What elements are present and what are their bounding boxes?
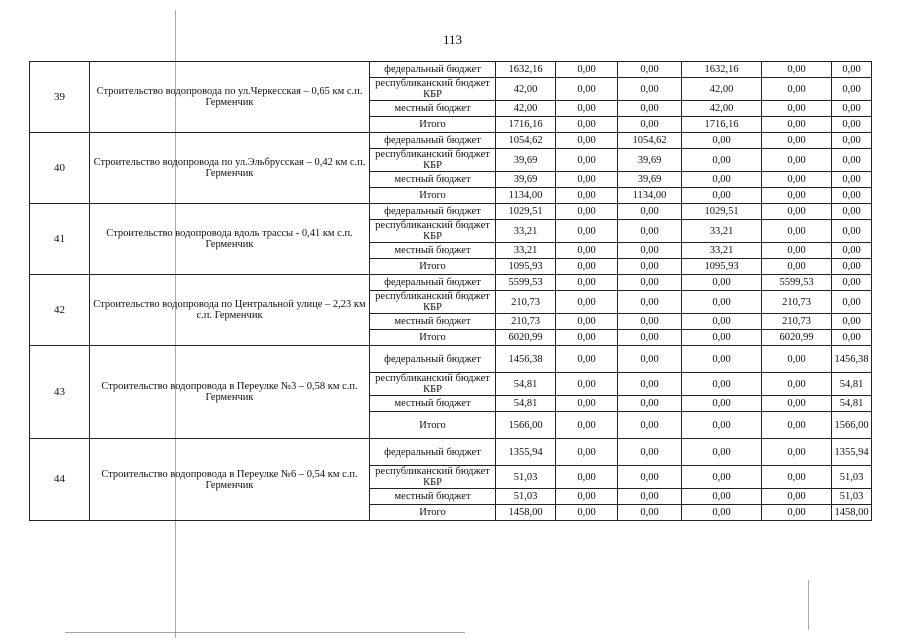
year-value: 0,00 xyxy=(762,220,832,243)
year-value: 0,00 xyxy=(762,78,832,101)
funding-source: федеральный бюджет xyxy=(370,275,496,291)
year-value: 0,00 xyxy=(618,489,682,505)
total-value: 42,00 xyxy=(496,101,556,117)
year-value: 51,03 xyxy=(832,489,872,505)
year-value: 1716,16 xyxy=(682,117,762,133)
funding-source: местный бюджет xyxy=(370,314,496,330)
year-value: 0,00 xyxy=(618,314,682,330)
year-value: 0,00 xyxy=(832,117,872,133)
year-value: 0,00 xyxy=(618,78,682,101)
year-value: 0,00 xyxy=(762,188,832,204)
year-value: 0,00 xyxy=(618,243,682,259)
year-value: 0,00 xyxy=(682,172,762,188)
year-value: 0,00 xyxy=(556,149,618,172)
project-name: Строительство водопровода в Переулке №6 – 0,54 км с.п. Герменчик xyxy=(90,439,370,521)
year-value: 0,00 xyxy=(832,188,872,204)
project-number: 39 xyxy=(30,62,90,133)
year-value: 210,73 xyxy=(762,291,832,314)
year-value: 0,00 xyxy=(618,62,682,78)
table-row xyxy=(30,275,872,291)
table-body xyxy=(30,62,872,521)
total-value: 1095,93 xyxy=(496,259,556,275)
table-row xyxy=(30,439,872,466)
year-value: 0,00 xyxy=(682,505,762,521)
project-name: Строительство водопровода в Переулке №3 – 0,58 км с.п. Герменчик xyxy=(90,346,370,439)
year-value: 5599,53 xyxy=(762,275,832,291)
table-row xyxy=(30,204,872,220)
year-value: 0,00 xyxy=(832,172,872,188)
total-value: 1456,38 xyxy=(496,346,556,373)
year-value: 0,00 xyxy=(832,204,872,220)
year-value: 39,69 xyxy=(618,172,682,188)
scan-line-bottom xyxy=(65,632,465,633)
year-value: 0,00 xyxy=(556,412,618,439)
total-value: 54,81 xyxy=(496,396,556,412)
funding-source: республиканский бюджет КБР xyxy=(370,220,496,243)
year-value: 33,21 xyxy=(682,220,762,243)
funding-source: федеральный бюджет xyxy=(370,439,496,466)
year-value: 0,00 xyxy=(762,149,832,172)
total-value: 1632,16 xyxy=(496,62,556,78)
year-value: 0,00 xyxy=(556,373,618,396)
year-value: 0,00 xyxy=(762,259,832,275)
year-value: 0,00 xyxy=(556,78,618,101)
year-value: 0,00 xyxy=(556,117,618,133)
year-value: 1355,94 xyxy=(832,439,872,466)
year-value: 0,00 xyxy=(832,220,872,243)
year-value: 0,00 xyxy=(762,204,832,220)
year-value: 1029,51 xyxy=(682,204,762,220)
year-value: 0,00 xyxy=(762,101,832,117)
year-value: 0,00 xyxy=(618,396,682,412)
funding-source: республиканский бюджет КБР xyxy=(370,373,496,396)
project-name: Строительство водопровода по ул.Черкесская – 0,65 км с.п. Герменчик xyxy=(90,62,370,133)
year-value: 1054,62 xyxy=(618,133,682,149)
year-value: 0,00 xyxy=(682,133,762,149)
funding-source: республиканский бюджет КБР xyxy=(370,149,496,172)
year-value: 0,00 xyxy=(618,412,682,439)
total-value: 42,00 xyxy=(496,78,556,101)
project-number: 42 xyxy=(30,275,90,346)
year-value: 1458,00 xyxy=(832,505,872,521)
year-value: 0,00 xyxy=(556,259,618,275)
year-value: 0,00 xyxy=(762,466,832,489)
year-value: 0,00 xyxy=(556,172,618,188)
year-value: 0,00 xyxy=(618,330,682,346)
project-number: 41 xyxy=(30,204,90,275)
year-value: 0,00 xyxy=(556,133,618,149)
page-number: 113 xyxy=(442,32,463,47)
total-value: 210,73 xyxy=(496,291,556,314)
year-value: 0,00 xyxy=(762,117,832,133)
funding-source: федеральный бюджет xyxy=(370,204,496,220)
year-value: 0,00 xyxy=(682,439,762,466)
project-number: 44 xyxy=(30,439,90,521)
total-value: 51,03 xyxy=(496,489,556,505)
year-value: 0,00 xyxy=(832,291,872,314)
year-value: 0,00 xyxy=(556,505,618,521)
year-value: 0,00 xyxy=(832,78,872,101)
year-value: 0,00 xyxy=(682,373,762,396)
project-name: Строительство водопровода по ул.Эльбрусская – 0,42 км с.п. Герменчик xyxy=(90,133,370,204)
project-name: Строительство водопровода по Центральной улице – 2,23 км с.п. Герменчик xyxy=(90,275,370,346)
funding-source: федеральный бюджет xyxy=(370,62,496,78)
funding-source: местный бюджет xyxy=(370,243,496,259)
total-value: 33,21 xyxy=(496,220,556,243)
year-value: 42,00 xyxy=(682,101,762,117)
year-value: 0,00 xyxy=(556,466,618,489)
year-value: 0,00 xyxy=(556,101,618,117)
total-value: 1134,00 xyxy=(496,188,556,204)
year-value: 0,00 xyxy=(762,243,832,259)
year-value: 0,00 xyxy=(762,373,832,396)
year-value: 0,00 xyxy=(556,330,618,346)
total-value: 39,69 xyxy=(496,149,556,172)
year-value: 0,00 xyxy=(832,243,872,259)
total-value: 1458,00 xyxy=(496,505,556,521)
total-value: 1054,62 xyxy=(496,133,556,149)
funding-source: Итого xyxy=(370,188,496,204)
funding-source: Итого xyxy=(370,259,496,275)
total-value: 1355,94 xyxy=(496,439,556,466)
year-value: 0,00 xyxy=(682,275,762,291)
year-value: 210,73 xyxy=(762,314,832,330)
year-value: 0,00 xyxy=(832,133,872,149)
funding-source: Итого xyxy=(370,330,496,346)
total-value: 39,69 xyxy=(496,172,556,188)
year-value: 0,00 xyxy=(618,117,682,133)
year-value: 0,00 xyxy=(682,346,762,373)
year-value: 0,00 xyxy=(556,439,618,466)
year-value: 39,69 xyxy=(618,149,682,172)
year-value: 1456,38 xyxy=(832,346,872,373)
funding-source: республиканский бюджет КБР xyxy=(370,466,496,489)
funding-source: республиканский бюджет КБР xyxy=(370,291,496,314)
total-value: 1029,51 xyxy=(496,204,556,220)
table-row xyxy=(30,346,872,373)
year-value: 0,00 xyxy=(682,188,762,204)
year-value: 33,21 xyxy=(682,243,762,259)
year-value: 0,00 xyxy=(682,466,762,489)
year-value: 0,00 xyxy=(618,220,682,243)
year-value: 0,00 xyxy=(618,373,682,396)
funding-source: местный бюджет xyxy=(370,101,496,117)
year-value: 0,00 xyxy=(618,439,682,466)
year-value: 1632,16 xyxy=(682,62,762,78)
year-value: 0,00 xyxy=(832,149,872,172)
year-value: 1134,00 xyxy=(618,188,682,204)
year-value: 0,00 xyxy=(618,346,682,373)
year-value: 0,00 xyxy=(682,396,762,412)
funding-source: местный бюджет xyxy=(370,489,496,505)
year-value: 0,00 xyxy=(682,314,762,330)
project-number: 40 xyxy=(30,133,90,204)
year-value: 0,00 xyxy=(682,291,762,314)
year-value: 0,00 xyxy=(618,275,682,291)
year-value: 0,00 xyxy=(682,149,762,172)
year-value: 0,00 xyxy=(618,466,682,489)
year-value: 0,00 xyxy=(762,346,832,373)
year-value: 1566,00 xyxy=(832,412,872,439)
year-value: 0,00 xyxy=(832,62,872,78)
year-value: 1095,93 xyxy=(682,259,762,275)
year-value: 0,00 xyxy=(556,291,618,314)
total-value: 33,21 xyxy=(496,243,556,259)
year-value: 0,00 xyxy=(832,330,872,346)
year-value: 0,00 xyxy=(556,314,618,330)
year-value: 0,00 xyxy=(682,489,762,505)
year-value: 0,00 xyxy=(682,330,762,346)
year-value: 0,00 xyxy=(832,314,872,330)
total-value: 54,81 xyxy=(496,373,556,396)
year-value: 0,00 xyxy=(762,439,832,466)
budget-table xyxy=(29,61,872,521)
funding-source: местный бюджет xyxy=(370,396,496,412)
year-value: 0,00 xyxy=(832,275,872,291)
year-value: 0,00 xyxy=(556,243,618,259)
year-value: 0,00 xyxy=(556,275,618,291)
year-value: 0,00 xyxy=(762,489,832,505)
total-value: 5599,53 xyxy=(496,275,556,291)
year-value: 0,00 xyxy=(682,412,762,439)
year-value: 0,00 xyxy=(762,133,832,149)
project-name: Строительство водопровода вдоль трассы - 0,41 км с.п. Герменчик xyxy=(90,204,370,275)
total-value: 1716,16 xyxy=(496,117,556,133)
year-value: 0,00 xyxy=(762,396,832,412)
year-value: 0,00 xyxy=(556,220,618,243)
year-value: 51,03 xyxy=(832,466,872,489)
year-value: 0,00 xyxy=(618,204,682,220)
year-value: 0,00 xyxy=(762,172,832,188)
total-value: 210,73 xyxy=(496,314,556,330)
funding-source: республиканский бюджет КБР xyxy=(370,78,496,101)
year-value: 0,00 xyxy=(762,412,832,439)
year-value: 0,00 xyxy=(556,188,618,204)
year-value: 0,00 xyxy=(618,259,682,275)
year-value: 54,81 xyxy=(832,373,872,396)
year-value: 0,00 xyxy=(832,101,872,117)
year-value: 0,00 xyxy=(762,505,832,521)
year-value: 0,00 xyxy=(556,62,618,78)
year-value: 54,81 xyxy=(832,396,872,412)
year-value: 0,00 xyxy=(618,505,682,521)
year-value: 0,00 xyxy=(832,259,872,275)
funding-source: федеральный бюджет xyxy=(370,346,496,373)
year-value: 0,00 xyxy=(556,396,618,412)
total-value: 51,03 xyxy=(496,466,556,489)
year-value: 42,00 xyxy=(682,78,762,101)
year-value: 0,00 xyxy=(556,346,618,373)
year-value: 0,00 xyxy=(618,291,682,314)
funding-source: местный бюджет xyxy=(370,172,496,188)
funding-source: Итого xyxy=(370,412,496,439)
total-value: 6020,99 xyxy=(496,330,556,346)
scan-line-right xyxy=(808,580,809,630)
funding-source: Итого xyxy=(370,117,496,133)
project-number: 43 xyxy=(30,346,90,439)
total-value: 1566,00 xyxy=(496,412,556,439)
year-value: 0,00 xyxy=(556,204,618,220)
year-value: 6020,99 xyxy=(762,330,832,346)
table-row xyxy=(30,133,872,149)
year-value: 0,00 xyxy=(556,489,618,505)
funding-source: федеральный бюджет xyxy=(370,133,496,149)
year-value: 0,00 xyxy=(762,62,832,78)
table-row xyxy=(30,62,872,78)
funding-source: Итого xyxy=(370,505,496,521)
year-value: 0,00 xyxy=(618,101,682,117)
